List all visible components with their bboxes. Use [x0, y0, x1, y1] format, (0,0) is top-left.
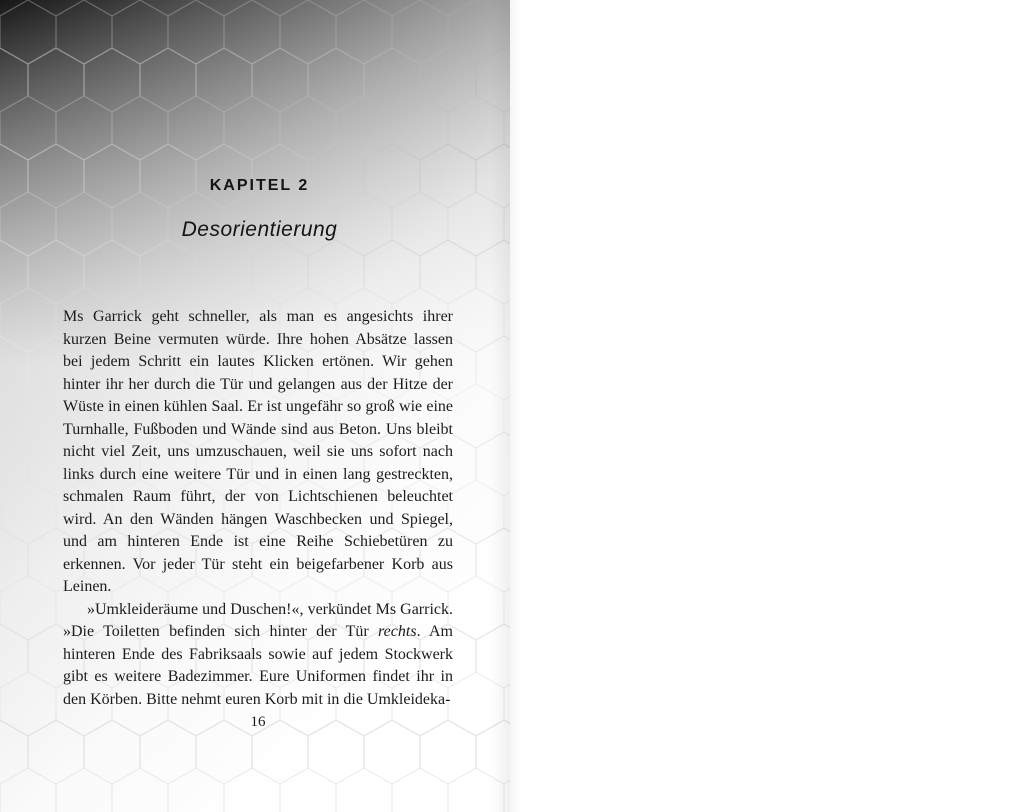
chapter-title: Desorientierung: [181, 218, 338, 241]
body-text-left: [63, 306, 453, 711]
italic-text-run: rechts: [378, 623, 417, 640]
page-number-left: 16: [250, 714, 266, 730]
spine-shadow-right: [510, 0, 522, 812]
chapter-label: KAPITEL 2: [209, 177, 310, 194]
text-run: Ms Garrick geht schneller, als man es angesichts ihrer kurzen Beine vermuten würde. Ihre hohen Absätze lassen bei jedem Schritt ein lautes Klicken ertönen. Wir gehen hinter ihr her durch die Tür und gelangen aus der Hitze der Wüste in einen kühlen Saal. Er ist ungefähr so groß wie eine Turnhalle, Fußboden und Wände sind aus Beton. Uns bleibt nicht viel Zeit, uns umzuschauen, weil sie uns sofort nach links durch eine weitere Tür und in einen lang gestreckten, schmalen Raum führt, der von Lichtschienen beleuchtet wird. An den Wänden hängen Waschbecken und Spiegel, und am hinteren Ende ist eine Reihe Schiebetüren zu erkennen. Vor jeder Tür steht ein beigefarbener Korb aus Leinen.: [63, 308, 453, 595]
text-run: . Am hinteren Ende des Fabriksaals sowie auf jedem Stockwerk gibt es weitere Badezimmer. Eure Uniformen findet ihr in den Körben. Bitte nehmt euren Korb mit in die Umkleideka-: [63, 623, 454, 708]
paragraph: [63, 599, 453, 712]
text-run: »Umkleideräume und Duschen!«, verkündet Ms Garrick. »Die Toiletten befinden sich hinter der Tür: [63, 600, 453, 640]
right-page: [510, 0, 1020, 812]
paragraph: [63, 306, 453, 599]
